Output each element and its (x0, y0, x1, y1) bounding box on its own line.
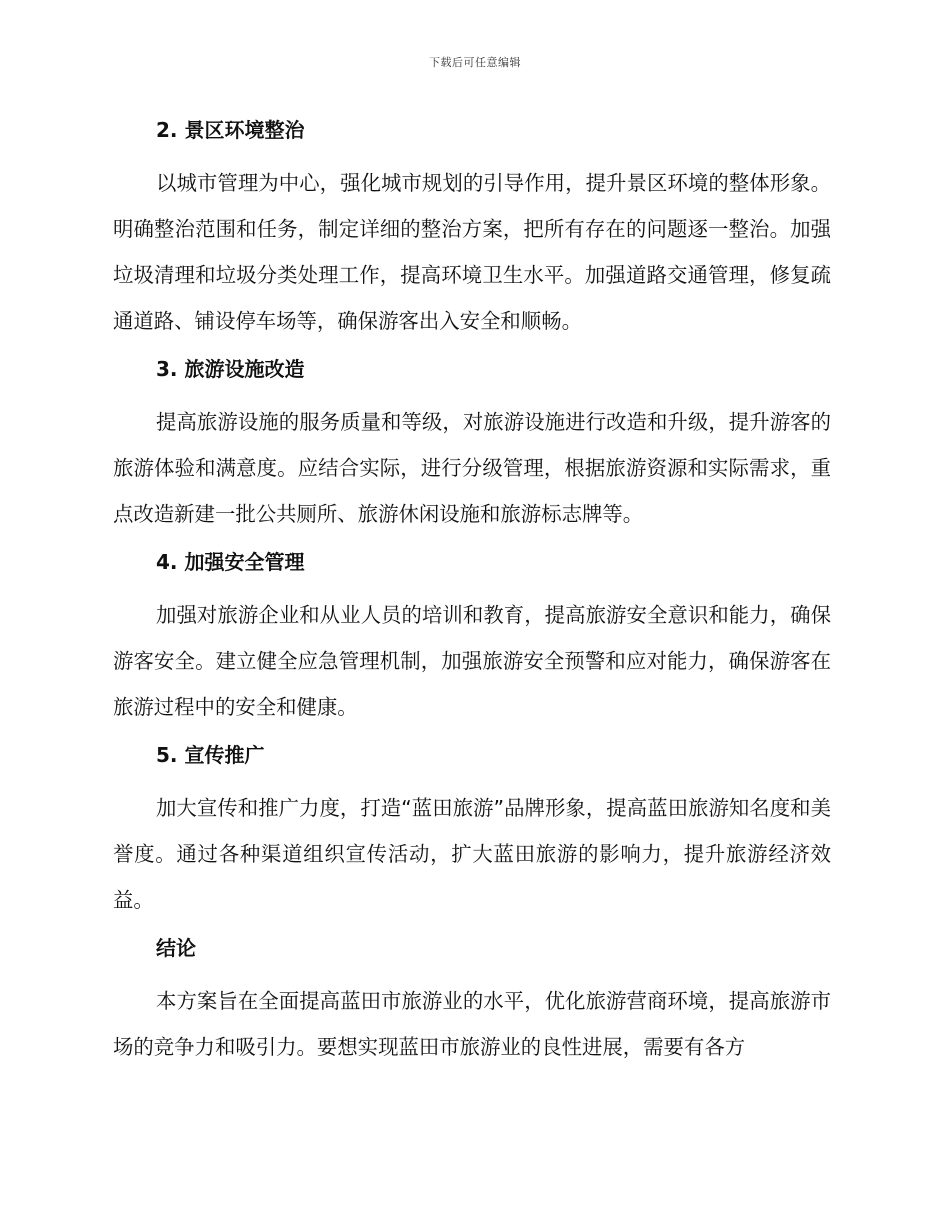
section-heading: 3. 旅游设施改造 (156, 357, 305, 381)
section-heading: 4. 加强安全管理 (156, 550, 305, 574)
page-header-note: 下载后可任意编辑 (429, 56, 521, 69)
section-paragraph: 以城市管理为中心，强化城市规划的引导作用，提升景区环境的整体形象。明确整治范围和任务，制定详细的整治方案，把所有存在的问题逐一整治。加强垃圾清理和垃圾分类处理工作，提高环境卫生水平。加强道路交通管理，修复疏通道路、铺设停车场等，确保游客出入安全和顺畅。 (113, 171, 831, 333)
section-paragraph: 加强对旅游企业和从业人员的培训和教育，提高旅游安全意识和能力，确保游客安全。建立健全应急管理机制，加强旅游安全预警和应对能力，确保游客在旅游过程中的安全和健康。 (113, 603, 831, 719)
document-body (113, 110, 831, 1070)
section-scenic-environment (113, 110, 831, 349)
section-paragraph: 提高旅游设施的服务质量和等级，对旅游设施进行改造和升级，提升游客的旅游体验和满意度。应结合实际，进行分级管理，根据旅游资源和实际需求，重点改造新建一批公共厕所、旅游休闲设施和旅游标志牌等。 (113, 410, 831, 526)
section-promotion (113, 735, 831, 928)
section-safety-management (113, 542, 831, 735)
section-heading: 结论 (156, 936, 196, 960)
section-paragraph: 加大宣传和推广力度，打造“蓝田旅游”品牌形象，提高蓝田旅游知名度和美誉度。通过各种渠道组织宣传活动，扩大蓝田旅游的影响力，提升旅游经济效益。 (113, 796, 831, 912)
section-conclusion (113, 928, 831, 1070)
section-tourism-facilities (113, 349, 831, 542)
section-paragraph: 本方案旨在全面提高蓝田市旅游业的水平，优化旅游营商环境，提高旅游市场的竞争力和吸引力。要想实现蓝田市旅游业的良性进展，需要有各方 (113, 989, 831, 1059)
section-heading: 5. 宣传推广 (156, 743, 265, 767)
section-heading: 2. 景区环境整治 (156, 118, 305, 142)
